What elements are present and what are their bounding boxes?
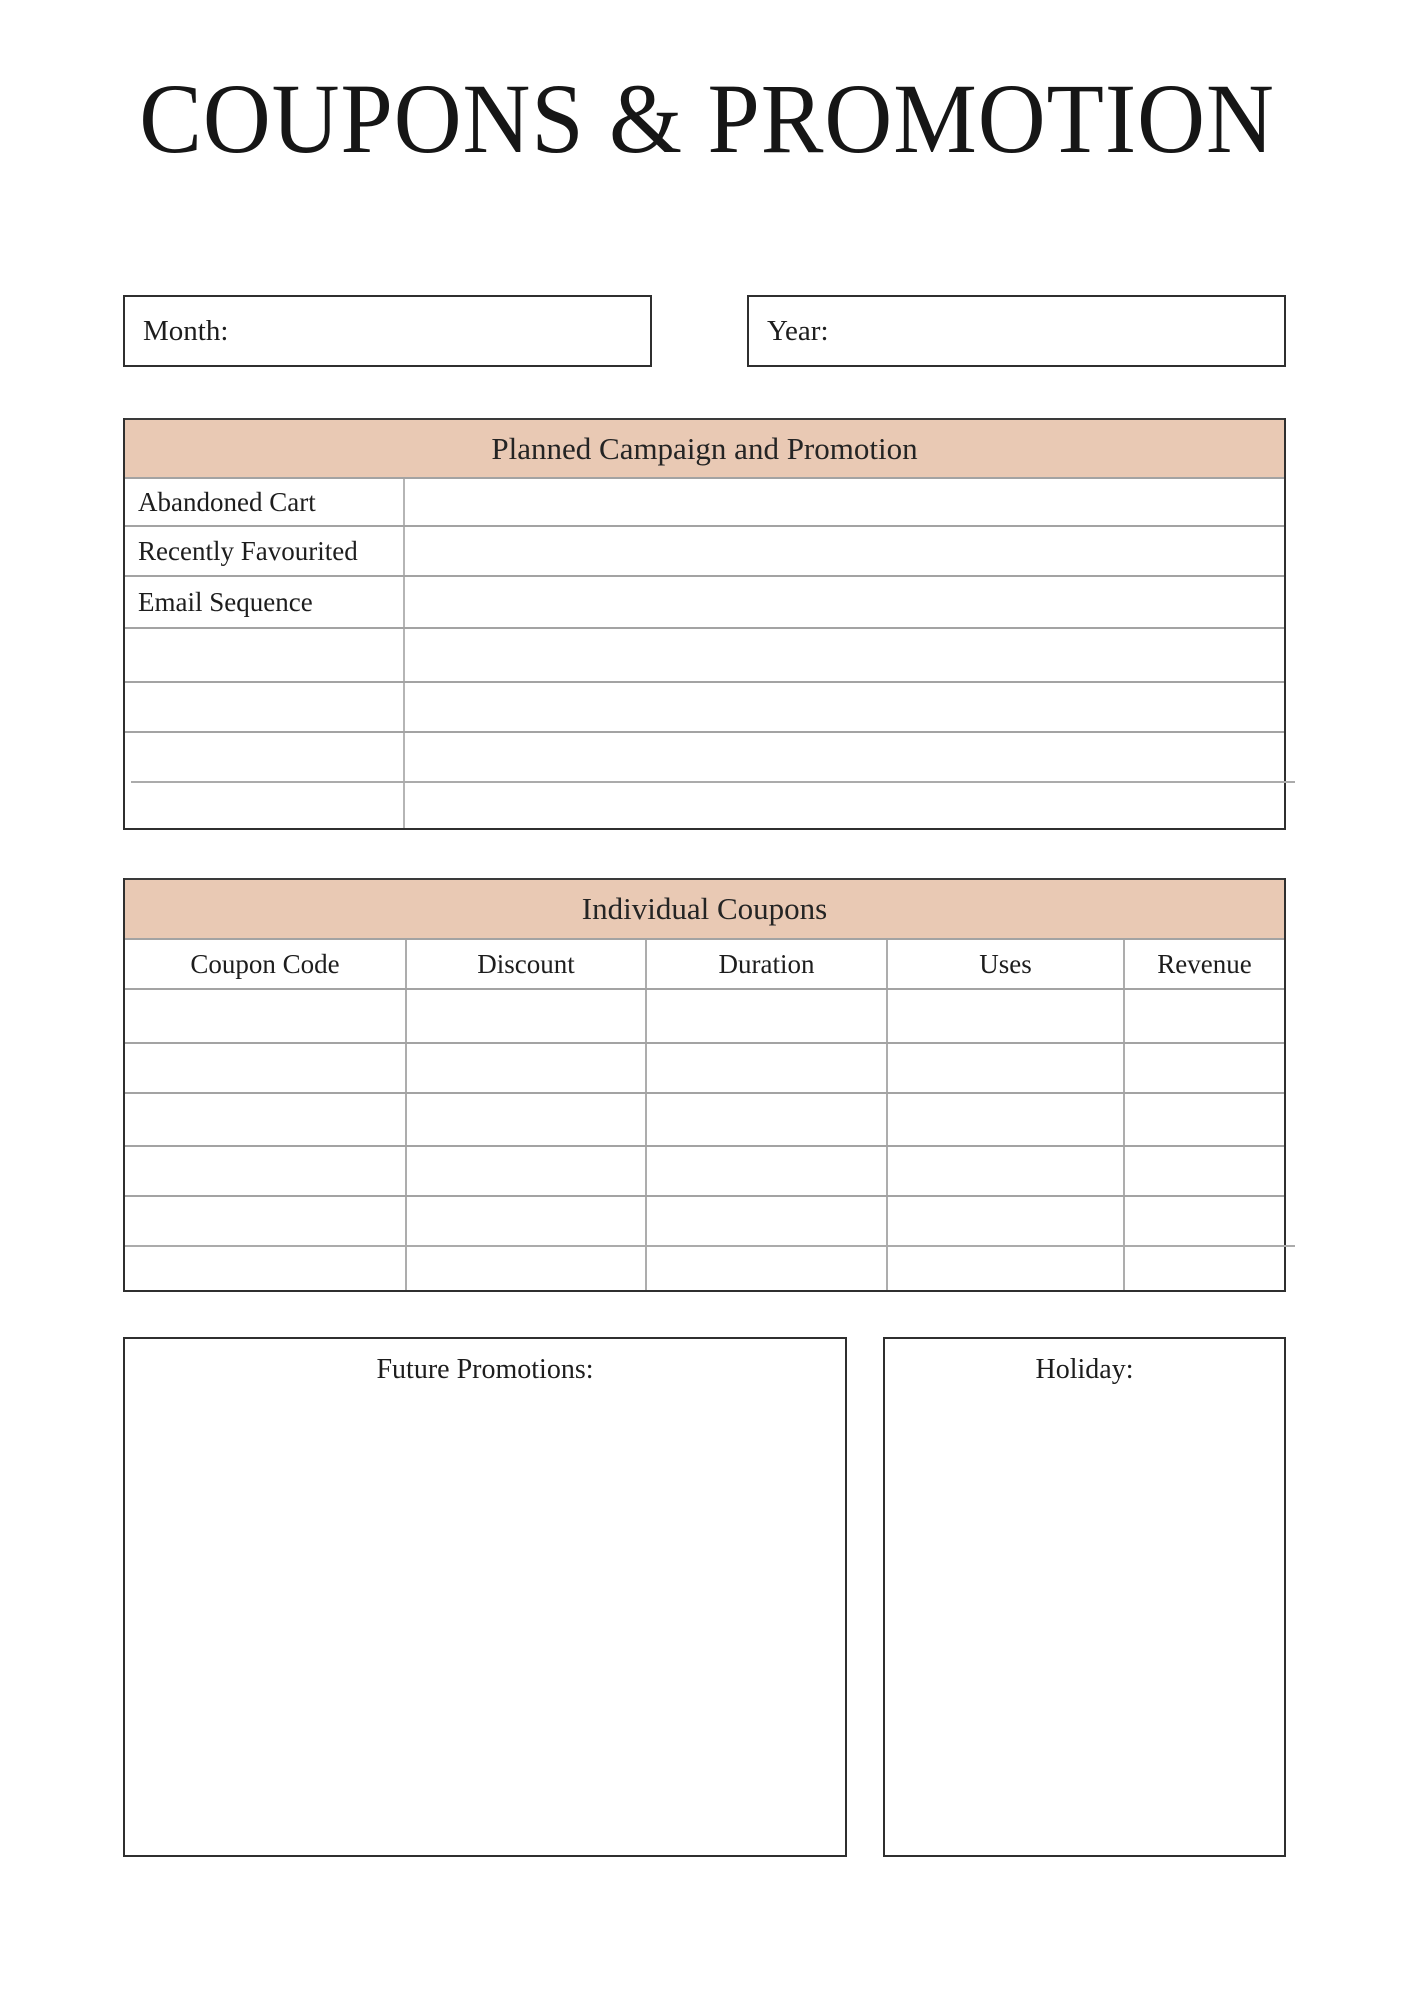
coupon-code-cell[interactable] [125,1245,405,1290]
revenue-cell[interactable] [1123,1044,1284,1092]
coupon-code-cell[interactable] [125,1197,405,1245]
planned-row-abandoned-cart [125,477,1284,525]
planned-row-label: Email Sequence [125,577,405,627]
holiday-label: Holiday: [1035,1354,1134,1385]
year-label: Year: [767,314,829,347]
planned-row-value-cell[interactable] [405,733,1284,781]
coupon-code-cell[interactable] [125,1094,405,1145]
planned-row-label: Abandoned Cart [125,479,405,525]
column-header-duration: Duration [645,940,886,988]
month-field-box[interactable] [123,295,652,367]
revenue-cell[interactable] [1123,1245,1284,1290]
individual-coupons-table [123,878,1286,1292]
planned-campaign-table [123,418,1286,830]
discount-cell[interactable] [405,1245,645,1290]
planned-empty-row [125,781,1284,828]
future-promotions-box[interactable] [123,1337,847,1857]
duration-cell[interactable] [645,1094,886,1145]
uses-cell[interactable] [886,1044,1123,1092]
future-promotions-label: Future Promotions: [376,1354,594,1385]
coupon-code-cell[interactable] [125,1044,405,1092]
planned-row-label-cell[interactable] [125,781,405,828]
individual-coupons-title: Individual Coupons [125,878,1284,938]
coupons-empty-row [125,988,1284,1042]
coupon-code-cell[interactable] [125,990,405,1042]
month-label: Month: [143,314,229,347]
discount-cell[interactable] [405,1044,645,1092]
planned-row-label: Recently Favourited [125,527,405,575]
discount-cell[interactable] [405,1094,645,1145]
duration-cell[interactable] [645,1044,886,1092]
planned-row-label-cell[interactable] [125,629,405,681]
coupons-empty-row [125,1245,1284,1290]
planned-empty-row [125,681,1284,731]
planned-row-value-cell[interactable] [405,781,1284,828]
uses-cell[interactable] [886,1245,1123,1290]
coupons-empty-row [125,1042,1284,1092]
revenue-cell[interactable] [1123,1197,1284,1245]
duration-cell[interactable] [645,1197,886,1245]
planned-row-label-cell[interactable] [125,683,405,731]
coupons-empty-row [125,1195,1284,1245]
revenue-cell[interactable] [1123,990,1284,1042]
uses-cell[interactable] [886,990,1123,1042]
planned-campaign-title: Planned Campaign and Promotion [125,418,1284,477]
planned-row-email-sequence [125,575,1284,627]
uses-cell[interactable] [886,1147,1123,1195]
column-header-uses: Uses [886,940,1123,988]
year-field-box[interactable] [747,295,1286,367]
column-header-coupon-code: Coupon Code [190,948,340,979]
planned-empty-row [125,627,1284,681]
coupons-empty-row [125,1145,1284,1195]
duration-cell[interactable] [645,1147,886,1195]
planned-row-label-cell[interactable] [125,733,405,781]
coupons-empty-row [125,1092,1284,1145]
coupons-header-row [125,938,1284,988]
page-title: COUPONS & PROMOTION [139,63,1275,174]
discount-cell[interactable] [405,1147,645,1195]
column-header-discount: Discount [405,940,645,988]
uses-cell[interactable] [886,1197,1123,1245]
holiday-box[interactable] [883,1337,1286,1857]
duration-cell[interactable] [645,1245,886,1290]
revenue-cell[interactable] [1123,1147,1284,1195]
planned-row-value-cell[interactable] [405,683,1284,731]
coupon-code-cell[interactable] [125,1147,405,1195]
uses-cell[interactable] [886,1094,1123,1145]
revenue-cell[interactable] [1123,1094,1284,1145]
column-header-revenue: Revenue [1123,940,1284,988]
planned-row-value-cell[interactable] [405,479,1284,525]
planned-row-recently-favourited [125,525,1284,575]
planned-row-value-cell[interactable] [405,577,1284,627]
discount-cell[interactable] [405,1197,645,1245]
planned-row-value-cell[interactable] [405,629,1284,681]
planned-empty-row [125,731,1284,781]
discount-cell[interactable] [405,990,645,1042]
planned-row-value-cell[interactable] [405,527,1284,575]
duration-cell[interactable] [645,990,886,1042]
